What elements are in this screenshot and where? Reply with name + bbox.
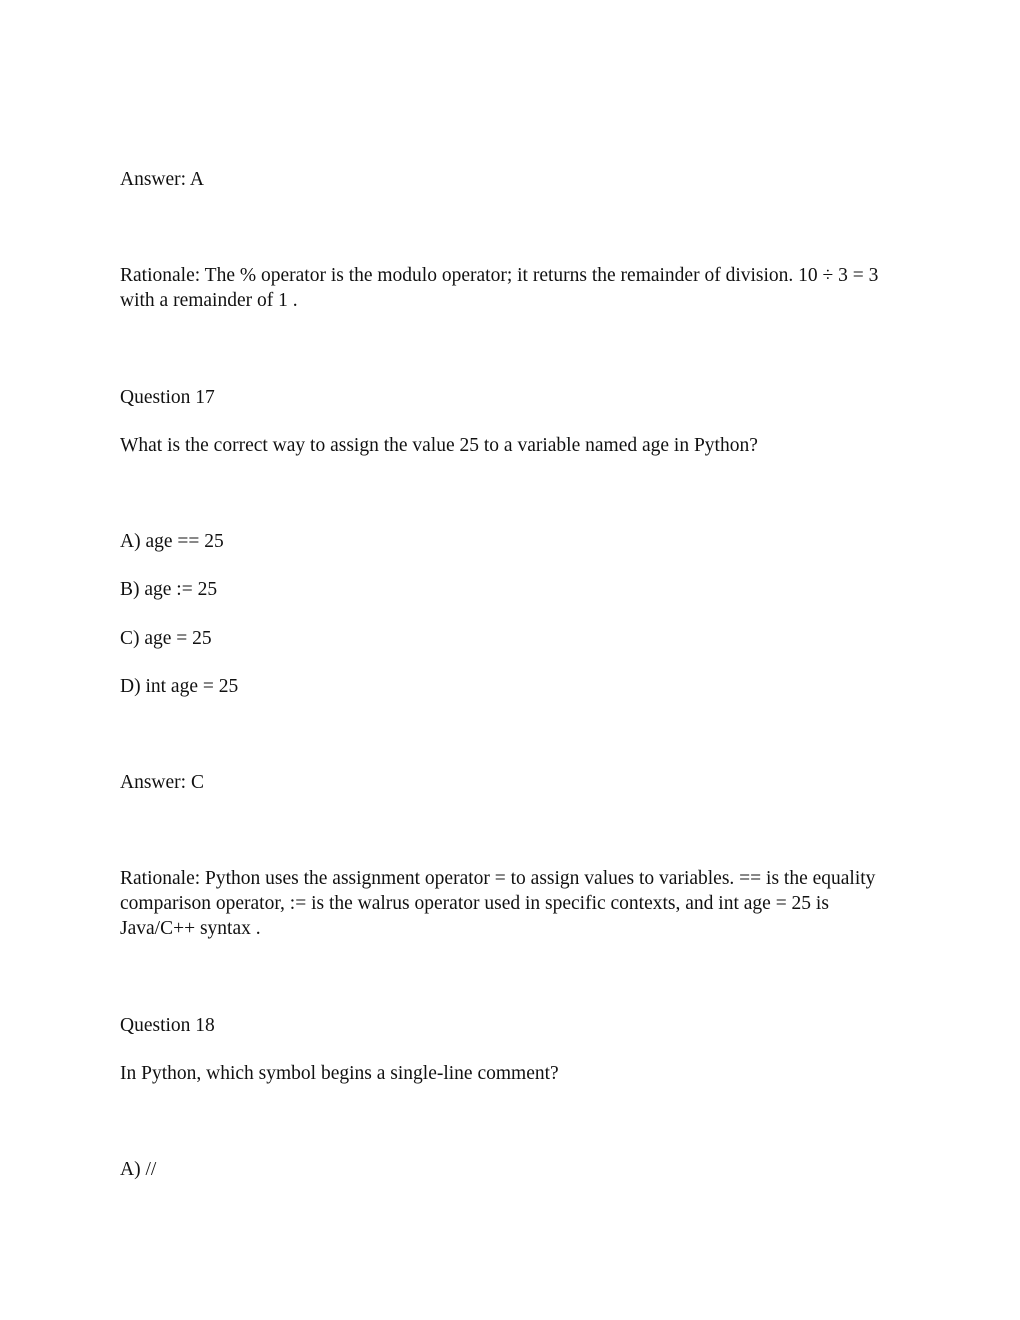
question-17-prompt: What is the correct way to assign the value 25 to a variable named age in Python? (120, 435, 758, 456)
q17-option-a: A) age == 25 (120, 531, 224, 552)
question-18-heading: Question 18 (120, 1015, 215, 1036)
rationale-17-line-2: comparison operator, := is the walrus operator used in specific contexts, and int age = 25 is (120, 893, 829, 914)
q17-option-b: B) age := 25 (120, 579, 218, 600)
q18-option-a: A) // (120, 1159, 157, 1180)
question-18-prompt: In Python, which symbol begins a single-line comment? (120, 1063, 559, 1084)
rationale-17-line-3: Java/C++ syntax . (120, 918, 261, 939)
rationale-17-line-1: Rationale: Python uses the assignment operator = to assign values to variables. == is the equality (120, 868, 876, 889)
answer-16: Answer: A (120, 169, 204, 190)
rationale-16-line-2: with a remainder of 1 . (120, 290, 298, 311)
q17-option-d: D) int age = 25 (120, 676, 239, 697)
rationale-16-line-1: Rationale: The % operator is the modulo operator; it returns the remainder of division. 10 ÷ 3 = 3 (120, 265, 879, 286)
answer-17: Answer: C (120, 772, 204, 793)
question-17-heading: Question 17 (120, 387, 215, 408)
q17-option-c: C) age = 25 (120, 628, 212, 649)
